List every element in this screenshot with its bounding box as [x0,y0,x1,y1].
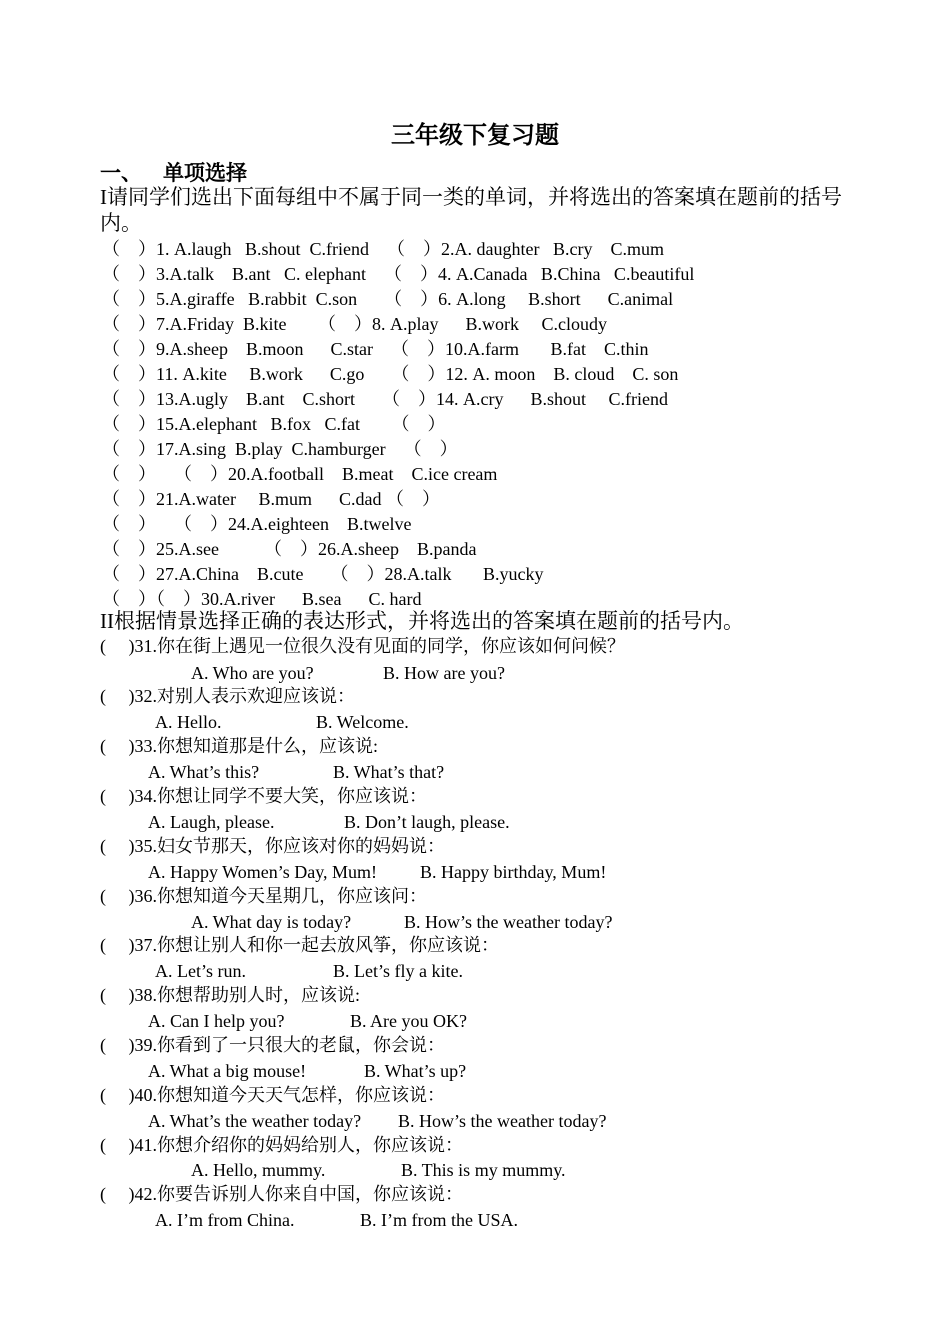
question-row: （ ）27.A.China B.cute （ ）28.A.talk B.yucky [102,564,544,584]
question-prompt: ( )37.你想让别人和你一起去放风筝，你应该说： [100,935,499,955]
question-row: （ ）5.A.giraffe B.rabbit C.son （ ）6. A.long B.short C.animal [102,289,674,309]
option-b: B. Let’s fly a kite. [333,961,463,981]
question-row: （ ）3.A.talk B.ant C. elephant （ ）4. A.Canada B.China C.beautiful [102,264,695,284]
question-row: （ ） （ ）24.A.eighteen B.twelve [102,514,412,534]
option-b: B. How’s the weather today? [398,1111,607,1131]
option-a: A. What a big mouse! [148,1061,307,1081]
question-row: （ ）11. A.kite B.work C.go （ ）12. A. moon B. cloud C. son [102,364,679,384]
option-b: B. What’s up? [364,1061,467,1081]
question-prompt: ( )31.你在街上遇见一位很久没有见面的同学，你应该如何问候？ [100,636,625,656]
option-b: B. Happy birthday, Mum! [420,862,607,882]
question-row: （ ）21.A.water B.mum C.dad （ ） [102,489,440,509]
option-a: A. Hello, mummy. [191,1160,326,1180]
question-row: （ ）9.A.sheep B.moon C.star （ ）10.A.farm B.fat C.thin [102,339,649,359]
question-row: （ ）13.A.ugly B.ant C.short （ ）14. A.cry B.shout C.friend [102,389,668,409]
option-a: A. Can I help you? [148,1011,285,1031]
option-b: B. What’s that? [333,762,445,782]
page-title: 三年级下复习题 [391,123,559,149]
question-prompt: ( )38.你想帮助别人时，应该说: [100,985,360,1005]
question-row: （ ） （ ）20.A.football B.meat C.ice cream [102,464,498,484]
option-b: B. How are you? [383,663,505,683]
question-prompt: ( )39.你看到了一只很大的老鼠，你会说： [100,1035,445,1055]
option-a: A. Who are you? [191,663,314,683]
option-a: A. Hello. [155,712,222,732]
option-b: B. How’s the weather today? [404,912,613,932]
option-a: A. Happy Women’s Day, Mum! [148,862,378,882]
option-a: A. Laugh, please. [148,812,275,832]
question-prompt: ( )40.你想知道今天天气怎样，你应该说： [100,1085,445,1105]
question-row: （ ）25.A.see （ ）26.A.sheep B.panda [102,539,477,559]
option-b: B. This is my mummy. [401,1160,566,1180]
option-b: B. Are you OK? [350,1011,467,1031]
question-row: （ ）15.A.elephant B.fox C.fat （ ） [102,414,446,434]
option-a: A. I’m from China. [155,1210,295,1230]
option-a: A. Let’s run. [155,961,246,981]
question-prompt: ( )42.你要告诉别人你来自中国，你应该说： [100,1184,463,1204]
option-b: B. Welcome. [316,712,409,732]
question-prompt: ( )35.妇女节那天，你应该对你的妈妈说： [100,836,445,856]
question-row: （ ）17.A.sing B.play C.hamburger （ ） [102,439,458,459]
question-prompt: ( )36.你想知道今天星期几，你应该问： [100,886,427,906]
section-heading: 一、 单项选择 [100,161,247,185]
question-row: （ ）（ ）30.A.river B.sea C. hard [102,589,422,609]
question-row: （ ）1. A.laugh B.shout C.friend （ ）2.A. daughter B.cry C.mum [102,239,664,259]
part1-instructions: I请同学们选出下面每组中不属于同一类的单词，并将选出的答案填在题前的括号内。 [100,185,842,235]
option-b: B. I’m from the USA. [360,1210,518,1230]
part2-instructions: II根据情景选择正确的表达形式，并将选出的答案填在题前的括号内。 [100,609,744,633]
option-a: A. What day is today? [191,912,352,932]
option-a: A. What’s this? [148,762,260,782]
question-row: （ ）7.A.Friday B.kite （ ）8. A.play B.work C.cloudy [102,314,607,334]
question-prompt: ( )41.你想介绍你的妈妈给别人，你应该说： [100,1135,463,1155]
option-b: B. Don’t laugh, please. [344,812,510,832]
question-prompt: ( )33.你想知道那是什么，应该说: [100,736,378,756]
option-a: A. What’s the weather today? [148,1111,362,1131]
question-prompt: ( )32.对别人表示欢迎应该说： [100,686,355,706]
question-prompt: ( )34.你想让同学不要大笑，你应该说： [100,786,427,806]
